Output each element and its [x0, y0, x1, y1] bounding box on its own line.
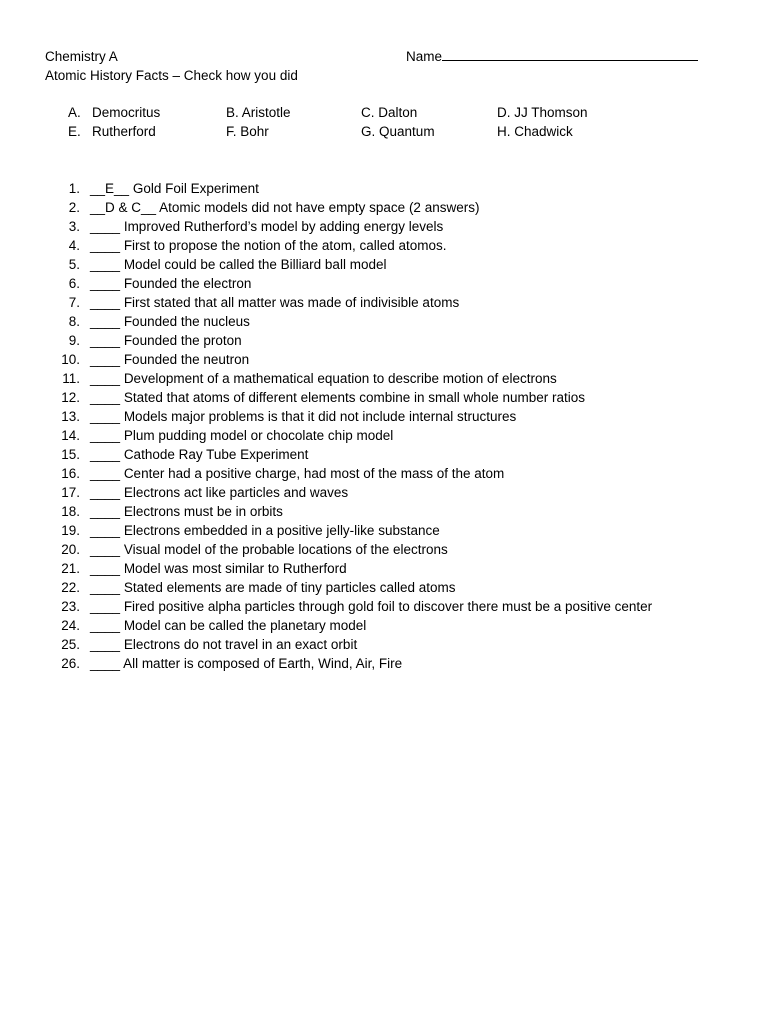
- answer-blank[interactable]: ____: [90, 466, 121, 481]
- question-body: [90, 597, 652, 616]
- question-item: [0, 635, 720, 654]
- question-body: [90, 217, 443, 236]
- choice-c: [361, 104, 417, 123]
- question-number: 12.: [61, 390, 80, 405]
- question-text: Stated that atoms of different elements combine in small whole number ratios: [123, 390, 586, 405]
- question-item: [0, 597, 720, 616]
- question-text: Improved Rutherford’s model by adding energy levels: [123, 219, 444, 234]
- question-item: [0, 502, 720, 521]
- answer-blank[interactable]: ____: [90, 523, 121, 538]
- question-number: 15.: [61, 447, 80, 462]
- question-text: Atomic models did not have empty space (2 answers): [159, 200, 480, 215]
- question-body: [90, 331, 242, 350]
- choice-letter: E.: [68, 123, 81, 139]
- question-text: Visual model of the probable locations of the electrons: [123, 542, 448, 557]
- question-body: [90, 464, 504, 483]
- choice-e: [68, 123, 156, 142]
- question-item: [0, 483, 720, 502]
- choice-name: Dalton: [378, 105, 418, 120]
- question-number: 9.: [68, 333, 80, 348]
- question-number: 19.: [61, 523, 80, 538]
- answer-blank[interactable]: ____: [90, 295, 121, 310]
- question-body: [90, 255, 386, 274]
- question-number: 1.: [68, 181, 80, 196]
- question-list: [0, 179, 720, 673]
- question-item: [0, 388, 720, 407]
- answer-blank[interactable]: ____: [90, 371, 121, 386]
- answer-blank[interactable]: ____: [90, 561, 121, 576]
- choice-f: [226, 123, 269, 142]
- question-body: [90, 445, 308, 464]
- question-body: [90, 540, 448, 559]
- question-body: [90, 483, 348, 502]
- question-body: [90, 274, 251, 293]
- question-text: Plum pudding model or chocolate chip model: [123, 428, 394, 443]
- question-text: Model was most similar to Rutherford: [123, 561, 347, 576]
- question-item: [0, 616, 720, 635]
- question-text: Development of a mathematical equation to describe motion of electrons: [123, 371, 557, 386]
- answer-blank[interactable]: ____: [90, 314, 121, 329]
- choice-letter: G.: [361, 123, 376, 139]
- question-number: 23.: [61, 599, 80, 614]
- question-item: [0, 445, 720, 464]
- question-body: [90, 502, 283, 521]
- question-number: 11.: [62, 371, 80, 386]
- choice-letter: D.: [497, 105, 511, 120]
- question-item: [0, 236, 720, 255]
- question-text: Founded the neutron: [123, 352, 250, 367]
- question-body: [90, 559, 347, 578]
- answer-blank[interactable]: ____: [90, 447, 121, 462]
- worksheet-header: [45, 47, 725, 85]
- choice-h: [497, 123, 573, 142]
- question-body: [90, 654, 402, 673]
- answer-blank[interactable]: ____: [90, 409, 121, 424]
- answer-blank[interactable]: ____: [90, 656, 121, 671]
- name-blank-line[interactable]: [442, 47, 698, 61]
- question-number: 17.: [61, 485, 80, 500]
- question-text: Electrons act like particles and waves: [123, 485, 349, 500]
- choice-d: [497, 104, 588, 123]
- question-number: 10.: [61, 352, 80, 367]
- question-text: First to propose the notion of the atom, called atomos.: [123, 238, 447, 253]
- choice-row-2: [68, 123, 708, 142]
- question-item: [0, 426, 720, 445]
- choice-name: JJ Thomson: [514, 105, 588, 120]
- question-number: 18.: [61, 504, 80, 519]
- choice-letter: H.: [497, 123, 511, 139]
- question-number: 14.: [61, 428, 80, 443]
- worksheet-subtitle: Atomic History Facts – Check how you did: [45, 68, 298, 83]
- question-item: [0, 312, 720, 331]
- question-item: [0, 293, 720, 312]
- question-item: [0, 274, 720, 293]
- question-text: All matter is composed of Earth, Wind, Air, Fire: [123, 656, 403, 671]
- question-body: [90, 350, 249, 369]
- question-text: Electrons must be in orbits: [123, 504, 283, 519]
- answer-blank[interactable]: ____: [90, 428, 121, 443]
- question-text: Center had a positive charge, had most of the mass of the atom: [123, 466, 505, 481]
- question-number: 4.: [68, 238, 80, 253]
- question-body: [90, 407, 516, 426]
- answer-blank[interactable]: ____: [90, 276, 121, 291]
- question-number: 2.: [68, 200, 80, 215]
- question-number: 16.: [61, 466, 80, 481]
- question-number: 24.: [61, 618, 80, 633]
- question-number: 5.: [68, 257, 80, 272]
- choice-name: Rutherford: [92, 123, 156, 139]
- question-text: Cathode Ray Tube Experiment: [123, 447, 309, 462]
- header-row-course: [45, 47, 725, 66]
- answer-blank[interactable]: ____: [90, 238, 121, 253]
- question-text: Gold Foil Experiment: [132, 181, 259, 196]
- question-body: [90, 388, 585, 407]
- question-item: [0, 559, 720, 578]
- question-number: 20.: [61, 542, 80, 557]
- question-text: Stated elements are made of tiny particles called atoms: [123, 580, 456, 595]
- header-row-subtitle: [45, 66, 725, 85]
- answer-blank[interactable]: ____: [90, 219, 121, 234]
- question-body: [90, 426, 393, 445]
- answer-blank[interactable]: ____: [90, 599, 121, 614]
- question-body: [90, 198, 479, 217]
- course-title: Chemistry A: [45, 49, 118, 64]
- question-item: [0, 217, 720, 236]
- question-number: 8.: [68, 314, 80, 329]
- answer-choices: [68, 104, 708, 141]
- choice-name: Quantum: [379, 123, 435, 139]
- choice-g: [361, 123, 435, 142]
- answer-blank[interactable]: ____: [90, 542, 121, 557]
- name-field[interactable]: [406, 47, 698, 66]
- question-text: Founded the proton: [123, 333, 242, 348]
- question-number: 3.: [68, 219, 80, 234]
- choice-name: Aristotle: [241, 105, 291, 120]
- question-body: [90, 369, 557, 388]
- question-item: [0, 350, 720, 369]
- choice-letter: C.: [361, 105, 375, 120]
- answer-blank[interactable]: ____: [90, 257, 121, 272]
- question-number: 26.: [61, 656, 80, 671]
- name-label: Name: [406, 49, 443, 64]
- question-number: 6.: [68, 276, 80, 291]
- question-item: [0, 331, 720, 350]
- question-text: Electrons embedded in a positive jelly-like substance: [123, 523, 440, 538]
- answer-blank[interactable]: __E__: [90, 181, 130, 196]
- answer-blank[interactable]: __D & C__: [90, 200, 157, 215]
- question-item: [0, 540, 720, 559]
- question-item: [0, 255, 720, 274]
- question-item: [0, 578, 720, 597]
- choice-name: Chadwick: [514, 123, 573, 139]
- answer-blank[interactable]: ____: [90, 637, 121, 652]
- answer-blank[interactable]: ____: [90, 485, 121, 500]
- answer-blank[interactable]: ____: [90, 390, 121, 405]
- question-number: 7.: [68, 295, 80, 310]
- question-body: [90, 293, 459, 312]
- question-text: Founded the nucleus: [123, 314, 250, 329]
- question-item: [0, 179, 720, 198]
- answer-blank[interactable]: ____: [90, 580, 121, 595]
- choice-name: Bohr: [240, 123, 269, 139]
- answer-blank[interactable]: ____: [90, 504, 121, 519]
- question-item: [0, 521, 720, 540]
- question-item: [0, 198, 720, 217]
- question-body: [90, 312, 250, 331]
- question-item: [0, 654, 720, 673]
- answer-blank[interactable]: ____: [90, 352, 121, 367]
- question-number: 21.: [61, 561, 80, 576]
- question-text: First stated that all matter was made of indivisible atoms: [123, 295, 460, 310]
- question-text: Fired positive alpha particles through gold foil to discover there must be a positive center: [123, 599, 653, 614]
- choice-name: Democritus: [92, 105, 161, 120]
- choice-b: [226, 104, 291, 123]
- question-number: 22.: [61, 580, 80, 595]
- question-item: [0, 407, 720, 426]
- choice-a: [68, 104, 160, 123]
- choice-letter: F.: [226, 123, 237, 139]
- answer-blank[interactable]: ____: [90, 618, 121, 633]
- choice-row-1: [68, 104, 708, 123]
- question-text: Model can be called the planetary model: [123, 618, 367, 633]
- question-item: [0, 369, 720, 388]
- question-number: 25.: [61, 637, 80, 652]
- question-body: [90, 635, 357, 654]
- question-number: 13.: [61, 409, 80, 424]
- question-body: [90, 236, 447, 255]
- question-body: [90, 521, 440, 540]
- question-body: [90, 616, 366, 635]
- question-item: [0, 464, 720, 483]
- choice-letter: B.: [226, 105, 239, 120]
- question-body: [90, 578, 455, 597]
- question-text: Model could be called the Billiard ball model: [123, 257, 387, 272]
- question-text: Founded the electron: [123, 276, 252, 291]
- question-body: [90, 179, 259, 198]
- answer-blank[interactable]: ____: [90, 333, 121, 348]
- question-text: Models major problems is that it did not include internal structures: [123, 409, 517, 424]
- question-text: Electrons do not travel in an exact orbit: [123, 637, 358, 652]
- choice-letter: A.: [68, 105, 81, 120]
